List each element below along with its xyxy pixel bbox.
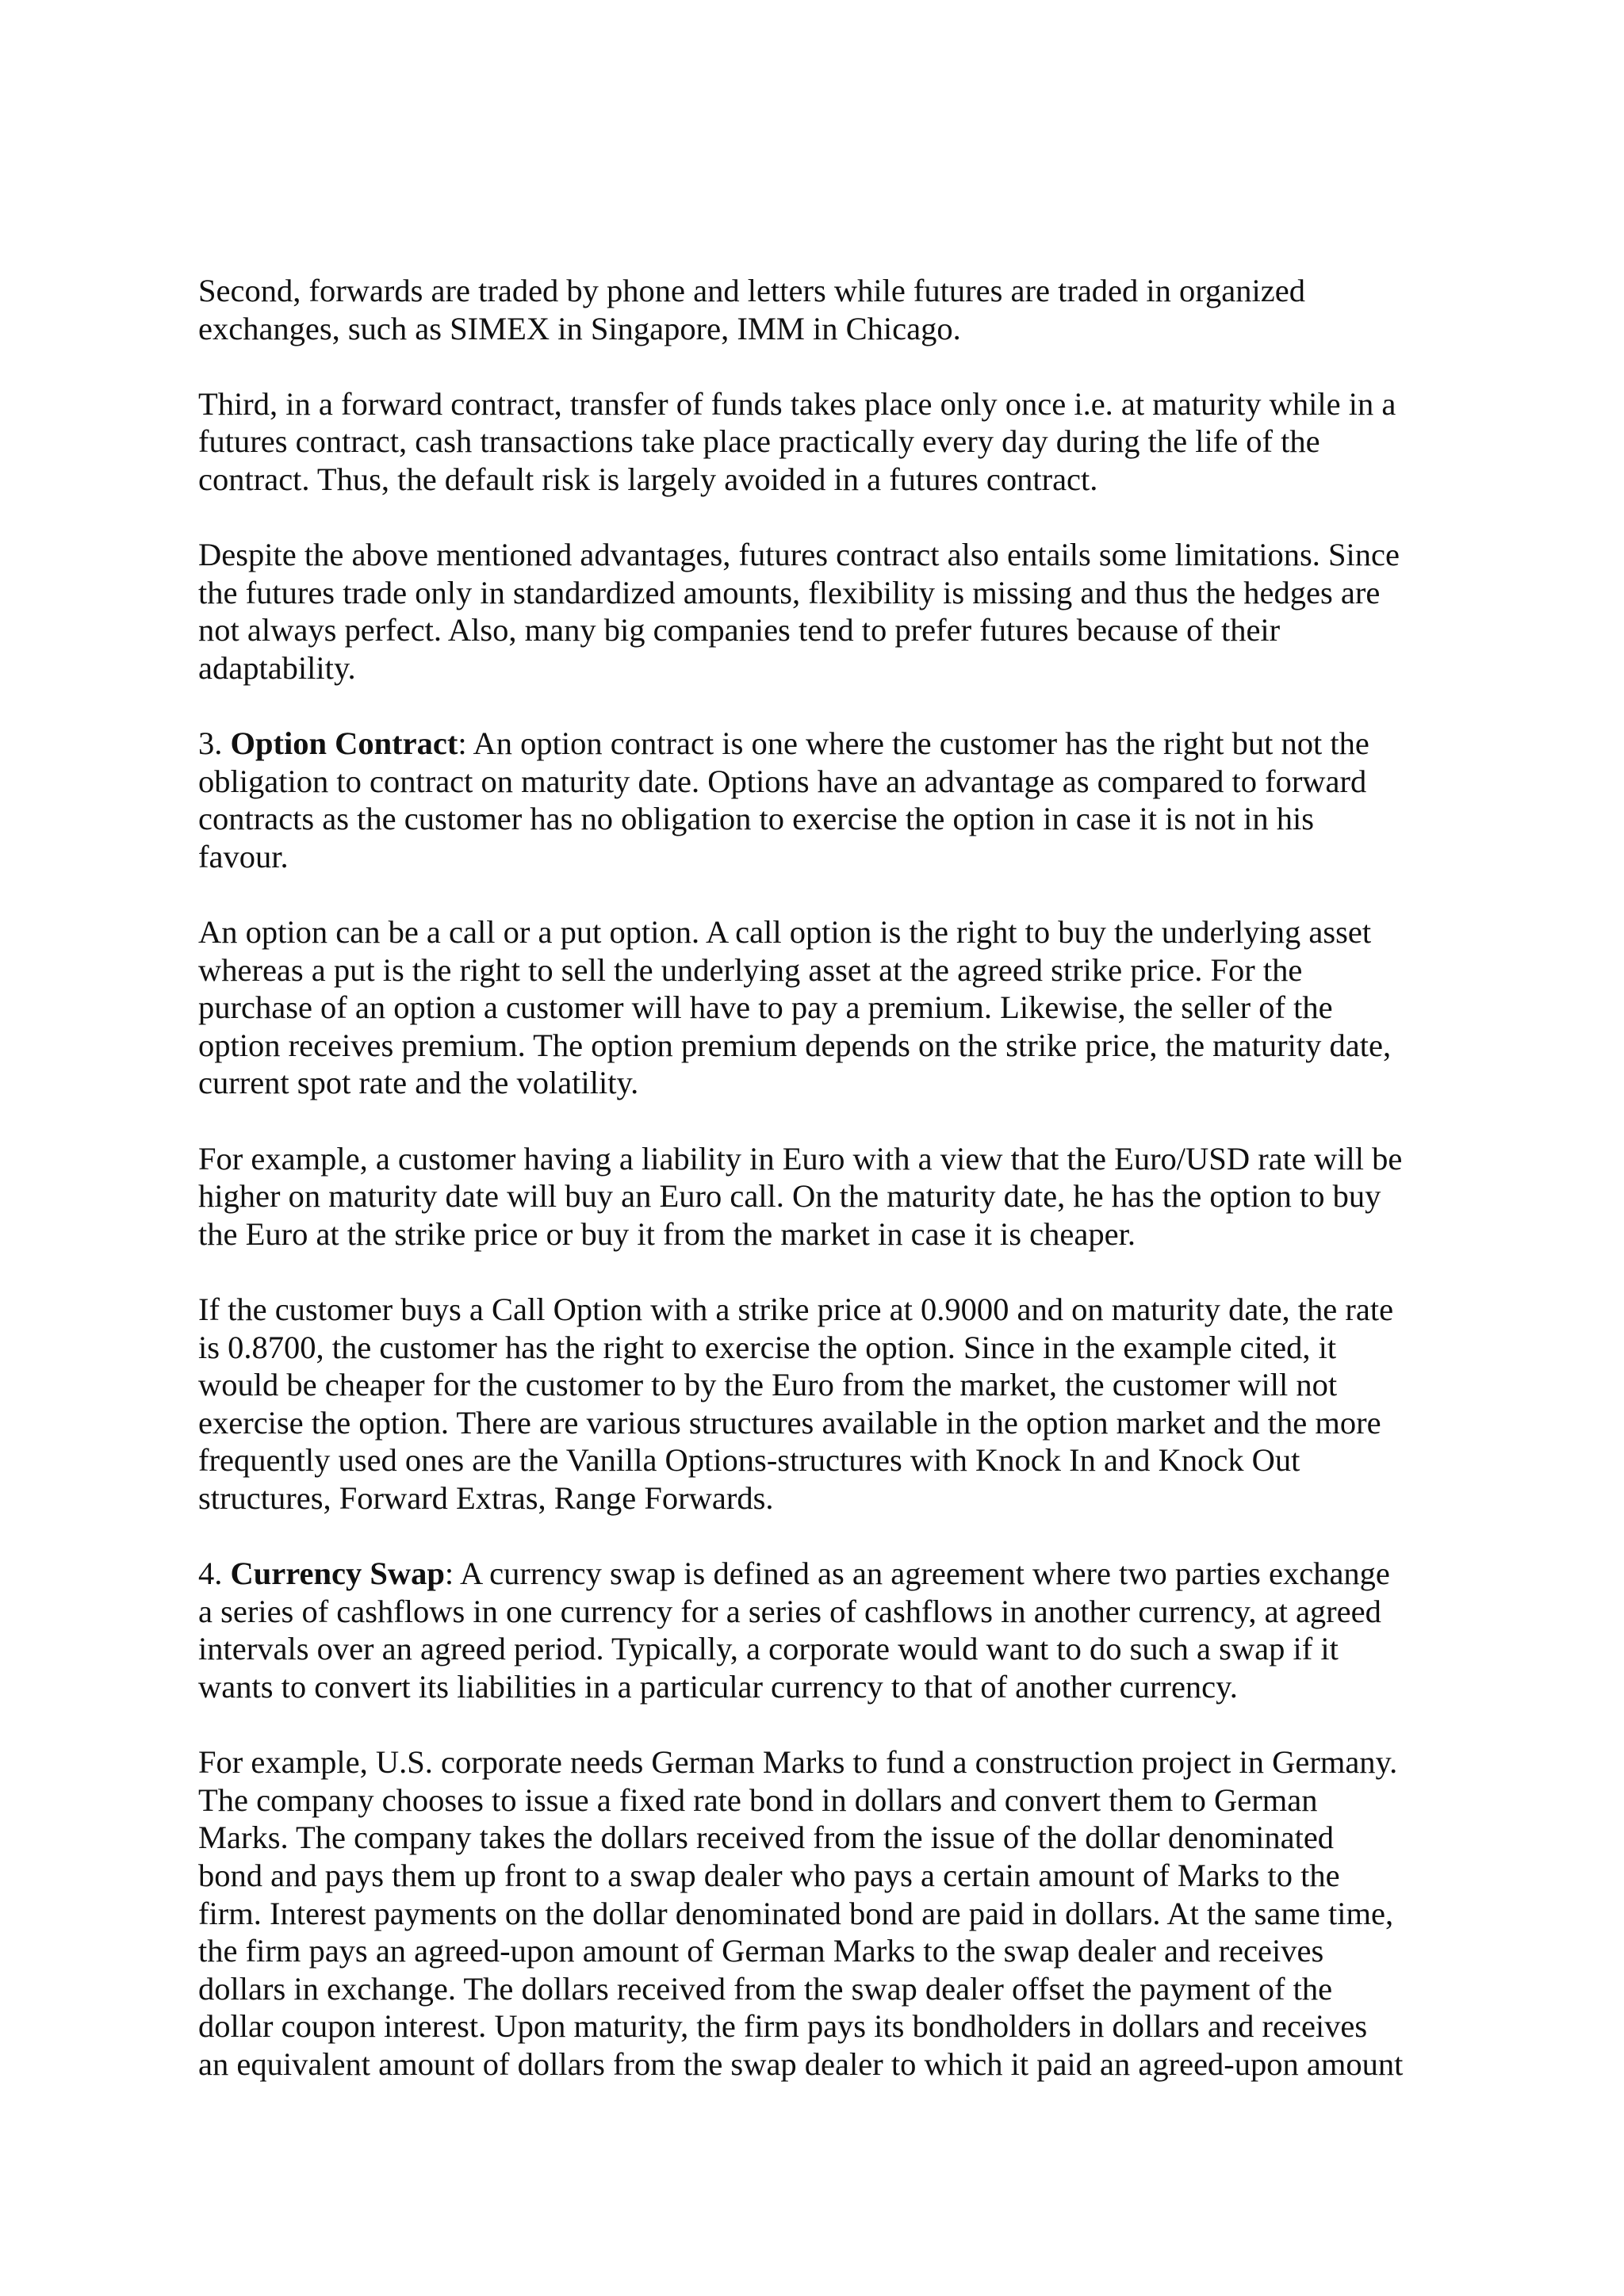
text-line: obligation to contract on maturity date. Options have an advantage as compared to forward: [198, 763, 1367, 799]
paragraph-call-put: [198, 913, 1443, 1102]
text-line: firm. Interest payments on the dollar denominated bond are paid in dollars. At the same time,: [198, 1895, 1394, 1931]
text-line: [198, 725, 1443, 763]
paragraph-euro-example: [198, 1140, 1443, 1253]
text-line: adaptability.: [198, 649, 356, 686]
text-line: futures contract, cash transactions take place practically every day during the life of the: [198, 423, 1320, 460]
text-line: exchanges, such as SIMEX in Singapore, IMM in Chicago.: [198, 310, 961, 346]
text-line: a series of cashflows in one currency for a series of cashflows in another currency, at agreed: [198, 1593, 1381, 1629]
text-line: Third, in a forward contract, transfer of funds takes place only once i.e. at maturity while in a: [198, 385, 1396, 422]
text-line: wants to convert its liabilities in a particular currency to that of another currency.: [198, 1668, 1238, 1705]
text-line: contracts as the customer has no obligation to exercise the option in case it is not in his: [198, 801, 1315, 837]
text-run: : A currency swap is defined as an agreement where two parties exchange: [444, 1556, 1390, 1592]
text-line: An option can be a call or a put option. A call option is the right to buy the underlying asset: [198, 914, 1372, 951]
text-line: the futures trade only in standardized amounts, flexibility is missing and thus the hedges are: [198, 574, 1381, 610]
text-line: frequently used ones are the Vanilla Options-structures with Knock In and Knock Out: [198, 1442, 1300, 1479]
text-line: If the customer buys a Call Option with a strike price at 0.9000 and on maturity date, the rate: [198, 1292, 1394, 1328]
text-line: dollar coupon interest. Upon maturity, the firm pays its bondholders in dollars and receives: [198, 2008, 1368, 2045]
text-line: the firm pays an agreed-upon amount of German Marks to the swap dealer and receives: [198, 1933, 1324, 1969]
text-line: Marks. The company takes the dollars received from the issue of the dollar denominated: [198, 1820, 1335, 1856]
text-line: contract. Thus, the default risk is largely avoided in a futures contract.: [198, 461, 1098, 497]
text-line: exercise the option. There are various structures available in the option market and the more: [198, 1404, 1381, 1441]
text-line: would be cheaper for the customer to by the Euro from the market, the customer will not: [198, 1367, 1338, 1403]
paragraph-call-option-example: [198, 1291, 1443, 1517]
text-run: : An option contract is one where the customer has the right but not the: [458, 725, 1369, 762]
text-line: whereas a put is the right to sell the underlying asset at the agreed strike price. For the: [198, 951, 1303, 988]
text-line: For example, a customer having a liability in Euro with a view that the Euro/USD rate will be: [198, 1140, 1403, 1177]
text-line: the Euro at the strike price or buy it from the market in case it is cheaper.: [198, 1215, 1136, 1252]
paragraph-third-point: [198, 385, 1443, 499]
section-heading-option-contract: Option Contract: [230, 725, 458, 762]
paragraph-futures-limitations: [198, 536, 1443, 687]
text-line: bond and pays them up front to a swap dealer who pays a certain amount of Marks to the: [198, 1857, 1340, 1893]
text-line: not always perfect. Also, many big companies tend to prefer futures because of their: [198, 612, 1281, 649]
text-line: higher on maturity date will buy an Euro call. On the maturity date, he has the option to buy: [198, 1178, 1381, 1215]
text-line: favour.: [198, 838, 289, 874]
text-line: is 0.8700, the customer has the right to exercise the option. Since in the example cited, it: [198, 1329, 1337, 1365]
paragraph-currency-swap: [198, 1555, 1443, 1705]
text-line: option receives premium. The option premium depends on the strike price, the maturity date,: [198, 1027, 1392, 1063]
section-number: 3.: [198, 725, 231, 762]
text-line: intervals over an agreed period. Typically, a corporate would want to do such a swap if it: [198, 1631, 1339, 1667]
text-line: [198, 1555, 1443, 1593]
text-line: structures, Forward Extras, Range Forwards.: [198, 1480, 774, 1516]
document-body: [198, 272, 1443, 2121]
text-line: dollars in exchange. The dollars received from the swap dealer offset the payment of the: [198, 1970, 1333, 2007]
text-line: current spot rate and the volatility.: [198, 1065, 639, 1101]
paragraph-option-contract: [198, 725, 1443, 875]
text-line: The company chooses to issue a fixed rate bond in dollars and convert them to German: [198, 1781, 1318, 1818]
text-line: For example, U.S. corporate needs German Marks to fund a construction project in Germany.: [198, 1744, 1398, 1781]
section-heading-currency-swap: Currency Swap: [230, 1556, 445, 1592]
text-line: an equivalent amount of dollars from the swap dealer to which it paid an agreed-upon amount: [198, 2045, 1404, 2082]
paragraph-second-point: [198, 272, 1443, 347]
text-line: Second, forwards are traded by phone and letters while futures are traded in organized: [198, 273, 1305, 308]
text-line: Despite the above mentioned advantages, futures contract also entails some limitations. Since: [198, 537, 1400, 573]
paragraph-swap-example: [198, 1743, 1443, 2083]
section-number: 4.: [198, 1556, 231, 1592]
text-line: purchase of an option a customer will have to pay a premium. Likewise, the seller of the: [198, 989, 1333, 1026]
